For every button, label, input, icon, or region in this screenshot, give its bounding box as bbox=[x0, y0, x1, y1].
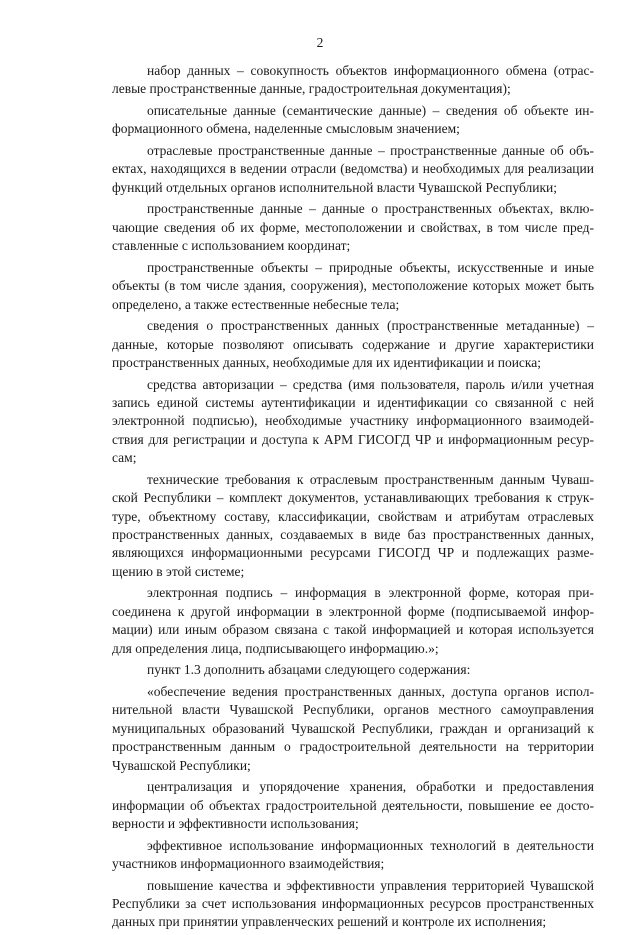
paragraph-electronic-signature-definition: электронная подпись – информация в электронной форме, которая присоединена к другой информации в электронной форме (подписываемой информации) или иным образом связана с такой информацией и которая используется для определения лица, подписывающего информацию.»; bbox=[112, 585, 594, 656]
paragraph-sectoral-spatial-data-definition: отраслевые пространственные данные – пространственные данные об объектах, находящихся в ведении отрасли (ведомства) и необходимых для реализации функций отдельных органов исполнительной власти Чувашской Республики; bbox=[112, 143, 594, 195]
paragraph-centralization: централизация и упорядочение хранения, обработки и предоставления информации об объектах градостроительной деятельности, повышение ее достоверности и эффективности использования; bbox=[112, 779, 594, 831]
page-number: 2 bbox=[316, 35, 324, 50]
paragraph-authorization-means-definition: средства авторизации – средства (имя пользователя, пароль и/или учетная запись единой системы аутентификации и идентификации со связанной с ней электронной подписью), необходимые участнику информационного взаимодействия для регистрации и доступа к АРМ ГИСОГД ЧР и информационным ресурсам; bbox=[112, 376, 594, 466]
paragraph-descriptive-data-definition: описательные данные (семантические данные) – сведения об объекте информационного обмена, наделенные смысловым значением; bbox=[112, 103, 594, 137]
paragraph-management-quality: повышение качества и эффективности управления территорией Чувашской Республики за счет использования информационных ресурсов пространственных данных при принятии управленческих решений и контроле их исполнения; bbox=[112, 877, 594, 930]
paragraph-spatial-data-maintenance: «обеспечение ведения пространственных данных, доступа органов исполнительной власти Чувашской Республики, органов местного самоуправления муниципальных образований Чувашской Республики, граждан и организаций к пространственным данным о градостроительной деятельности на территории Чувашской Республики; bbox=[112, 683, 594, 773]
paragraph-spatial-data-definition: пространственные данные – данные о пространственных объектах, включающие сведения об их форме, местоположении и свойствах, в том числе представленные с использованием координат; bbox=[112, 201, 594, 254]
paragraph-dataset-definition: набор данных – совокупность объектов информационного обмена (отраслевые пространственные данные, градостроительная документация); bbox=[112, 63, 594, 97]
paragraph-clause-1-3-amendment: пункт 1.3 дополнить абзацами следующего содержания: bbox=[147, 662, 471, 678]
paragraph-spatial-objects-definition: пространственные объекты – природные объекты, искусственные и иные объекты (в том числе здания, сооружения), местоположение которых может быть определено, а также естественные небесные тела; bbox=[112, 259, 594, 312]
paragraph-spatial-metadata-definition: сведения о пространственных данных (пространственные метаданные) – данные, которые позволяют описывать содержание и другие характеристики пространственных данных, необходимые для их идентификации и поиска; bbox=[112, 318, 594, 371]
paragraph-technical-requirements-definition: технические требования к отраслевым пространственным данным Чувашской Республики – комплект документов, устанавливающих требования к структуре, объектному составу, классификации, свойствам и атрибутам отраслевых пространственных данных, создаваемых в виде баз пространственных данных, являющихся информационными ресурсами ГИСОГД ЧР и подлежащих размещению в этой системе; bbox=[112, 471, 594, 579]
paragraph-it-usage: эффективное использование информационных технологий в деятельности участников информационного взаимодействия; bbox=[112, 837, 594, 871]
document-body bbox=[112, 62, 594, 935]
